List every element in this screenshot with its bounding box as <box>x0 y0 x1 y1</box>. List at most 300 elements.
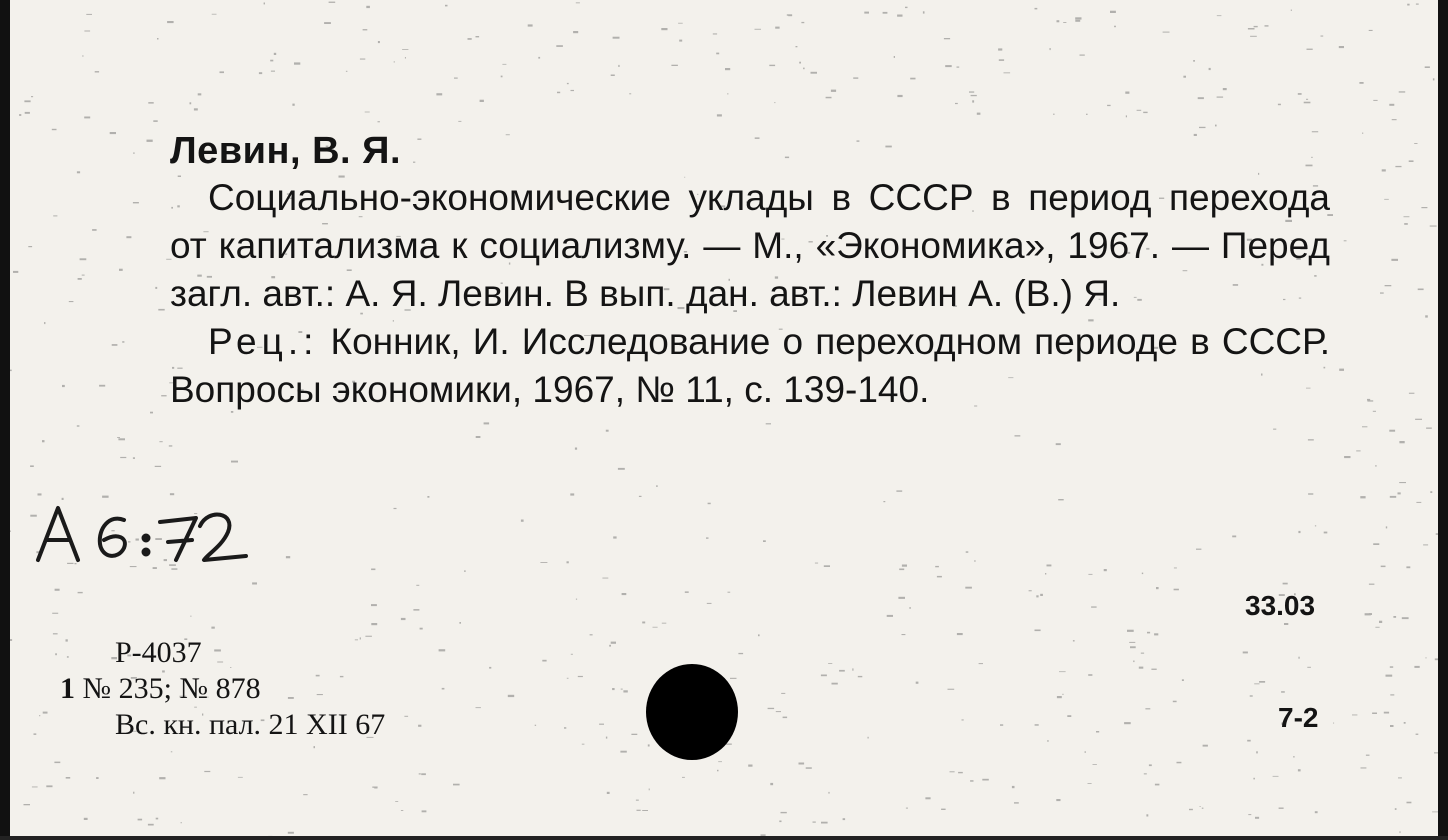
speckle <box>1056 443 1061 445</box>
speckle <box>1000 724 1003 726</box>
speckle <box>832 683 838 685</box>
speckle <box>1149 764 1152 766</box>
speckle <box>1373 100 1377 101</box>
speckle <box>1279 808 1284 809</box>
speckle <box>1059 671 1066 672</box>
speckle <box>883 12 888 14</box>
speckle <box>84 818 88 820</box>
speckle <box>171 568 177 570</box>
speckle <box>1012 786 1015 788</box>
speckle <box>811 72 818 74</box>
speckle <box>1250 36 1257 37</box>
speckle <box>1391 259 1398 261</box>
speckle <box>1312 131 1318 132</box>
speckle <box>718 761 722 762</box>
speckle <box>1390 694 1394 695</box>
speckle <box>755 29 762 30</box>
speckle <box>214 649 221 651</box>
speckle <box>1173 701 1177 703</box>
speckle <box>950 771 955 772</box>
speckle <box>417 139 421 140</box>
speckle <box>238 777 243 778</box>
speckle <box>190 616 191 617</box>
speckle <box>1075 17 1081 19</box>
speckle <box>420 628 423 630</box>
speckle <box>779 821 781 823</box>
speckle <box>1036 595 1038 597</box>
speckle <box>713 33 717 34</box>
speckle <box>1141 653 1144 654</box>
speckle <box>372 787 377 788</box>
speckle <box>1362 133 1363 134</box>
speckle <box>1056 799 1060 801</box>
speckle <box>46 785 52 787</box>
speckle <box>1344 240 1347 241</box>
speckle <box>606 737 607 739</box>
speckle <box>86 14 92 15</box>
speckle <box>288 832 294 834</box>
speckle <box>130 566 137 567</box>
speckle <box>1369 584 1375 585</box>
speckle <box>110 132 116 134</box>
speckle <box>1386 675 1393 677</box>
speckle <box>957 633 963 635</box>
speckle <box>977 113 981 115</box>
speckle <box>1311 157 1312 158</box>
speckle <box>1367 399 1370 401</box>
speckle <box>1298 769 1301 771</box>
title-paragraph: Социально-экономические уклады в СССР в период перехода от капитализма к социализму. — М., «Экономика», 1967. — Перед загл. авт.: А. Я. Левин. В вып. дан. авт.: Левин А. (В.) Я. <box>170 177 1330 314</box>
speckle <box>150 412 153 414</box>
speckle <box>622 593 627 595</box>
speckle <box>363 29 368 30</box>
speckle <box>171 751 173 752</box>
speckle <box>1062 694 1063 695</box>
speckle <box>571 90 575 91</box>
speckle <box>557 92 560 94</box>
speckle <box>1298 531 1300 533</box>
speckle <box>1416 502 1421 503</box>
card-count: 1 <box>60 672 75 705</box>
speckle <box>788 15 792 16</box>
speckle <box>395 801 398 802</box>
speckle <box>717 770 719 772</box>
speckle <box>1107 105 1111 106</box>
speckle <box>1209 68 1211 70</box>
speckle <box>1399 441 1404 443</box>
speckle <box>1298 657 1299 659</box>
speckle <box>726 744 732 745</box>
speckle <box>111 530 114 531</box>
speckle <box>1014 802 1019 803</box>
speckle <box>194 108 198 110</box>
speckle <box>404 716 408 717</box>
speckle <box>506 134 510 135</box>
speckle <box>62 498 64 500</box>
speckle <box>1375 465 1377 466</box>
speckle <box>1232 536 1236 538</box>
speckle <box>661 28 667 30</box>
speckle <box>1255 817 1259 819</box>
speckle <box>1050 48 1051 50</box>
speckle <box>769 65 775 66</box>
card-left-edge <box>0 0 10 840</box>
speckle <box>153 120 157 122</box>
speckle <box>611 75 615 77</box>
speckle <box>1096 731 1099 733</box>
speckle <box>1430 226 1437 227</box>
speckle <box>1144 773 1147 774</box>
speckle <box>902 565 907 567</box>
print-run-code: Р-4037 <box>115 636 202 669</box>
speckle <box>1124 722 1131 724</box>
speckle <box>974 560 976 561</box>
speckle <box>198 93 202 95</box>
speckle <box>1130 646 1136 648</box>
speckle <box>1217 97 1224 98</box>
speckle <box>1399 482 1406 483</box>
speckle <box>1177 762 1182 764</box>
chamber-imprint: Вс. кн. пал. 21 XII 67 <box>115 708 386 741</box>
speckle <box>979 663 983 664</box>
speckle <box>774 102 775 103</box>
speckle <box>366 6 370 8</box>
speckle <box>542 660 546 662</box>
speckle <box>564 727 566 729</box>
speckle <box>476 707 481 708</box>
speckle <box>401 618 406 620</box>
speckle <box>419 773 421 774</box>
speckle <box>1200 806 1201 807</box>
speckle <box>405 57 406 58</box>
speckle <box>1407 802 1412 804</box>
speckle <box>1254 683 1259 684</box>
speckle <box>1248 814 1251 815</box>
speckle <box>1154 633 1158 635</box>
speckle <box>270 60 273 62</box>
speckle <box>34 733 37 735</box>
speckle <box>955 103 958 104</box>
speckle <box>1416 734 1419 735</box>
speckle <box>1339 369 1344 371</box>
speckle <box>858 676 863 677</box>
speckle <box>1359 82 1363 84</box>
speckle <box>1307 49 1313 50</box>
review-paragraph <box>170 318 1330 414</box>
speckle <box>1344 456 1350 458</box>
speckle <box>945 65 952 67</box>
speckle <box>905 7 908 8</box>
speckle <box>314 746 316 748</box>
speckle <box>1369 613 1372 615</box>
speckle <box>32 787 38 788</box>
speckle <box>575 448 577 450</box>
speckle <box>785 157 789 159</box>
speckle <box>252 582 257 584</box>
speckle <box>1404 223 1408 225</box>
speckle <box>44 322 45 324</box>
speckle <box>639 496 642 497</box>
speckle <box>781 812 787 813</box>
speckle <box>631 734 637 735</box>
speckle <box>609 645 611 647</box>
speckle <box>316 675 320 677</box>
speckle <box>1281 691 1285 693</box>
speckle <box>571 654 573 655</box>
speckle <box>476 436 481 438</box>
speckle <box>1366 755 1370 756</box>
speckle <box>1291 10 1292 12</box>
speckle <box>1215 125 1217 127</box>
speckle <box>1352 715 1357 716</box>
speckle <box>288 697 294 699</box>
review-label: Рец.: <box>208 321 319 362</box>
speckle <box>618 65 619 67</box>
speckle <box>958 772 963 773</box>
speckle <box>1075 20 1080 22</box>
speckle <box>1243 652 1248 654</box>
speckle <box>815 563 818 564</box>
order-code: 7-2 <box>1278 702 1319 733</box>
speckle <box>1425 66 1430 68</box>
speckle <box>678 23 683 24</box>
speckle <box>264 3 265 5</box>
speckle <box>887 615 893 617</box>
speckle <box>843 818 846 820</box>
speckle <box>374 787 377 789</box>
speckle <box>159 441 162 442</box>
speckle <box>1395 808 1397 810</box>
speckle <box>864 12 869 14</box>
speckle <box>126 236 131 238</box>
speckle <box>730 678 737 679</box>
speckle <box>1250 695 1253 696</box>
speckle <box>821 822 828 824</box>
speckle <box>84 31 90 32</box>
speckle <box>1362 426 1367 427</box>
speckle <box>902 634 906 635</box>
speckle <box>30 465 34 467</box>
speckle <box>776 711 781 712</box>
speckle <box>1183 76 1186 78</box>
speckle <box>1035 724 1039 726</box>
speckle <box>1093 764 1097 765</box>
speckle <box>801 22 804 23</box>
speckle <box>378 121 380 122</box>
speckle <box>758 634 760 636</box>
speckle <box>706 537 709 538</box>
speckle <box>567 561 569 563</box>
speckle <box>1182 679 1184 681</box>
speckle <box>611 642 616 644</box>
speckle <box>1365 613 1371 615</box>
speckle <box>271 71 275 72</box>
speckle <box>1273 429 1276 430</box>
speckle <box>286 556 290 558</box>
speckle <box>716 53 719 55</box>
speckle <box>1430 491 1432 493</box>
speckle <box>147 140 153 142</box>
speckle <box>998 48 1002 50</box>
speckle <box>292 104 294 106</box>
speckle <box>602 578 608 579</box>
speckle <box>1380 292 1384 293</box>
speckle <box>1372 713 1377 715</box>
speckle <box>1047 740 1048 742</box>
registration-numbers-text: № 235; № 878 <box>75 672 261 705</box>
speckle <box>910 78 915 80</box>
speckle <box>133 202 139 203</box>
speckle <box>480 100 484 102</box>
speckle <box>42 440 45 442</box>
speckle <box>852 668 853 670</box>
speckle <box>1057 20 1060 22</box>
speckle <box>896 490 902 491</box>
speckle <box>54 762 60 764</box>
speckle <box>66 639 68 641</box>
speckle <box>1433 78 1435 80</box>
speckle <box>340 676 344 677</box>
speckle <box>828 792 829 794</box>
speckle <box>1199 127 1206 128</box>
speckle <box>885 146 891 148</box>
speckle <box>1137 110 1142 111</box>
speckle <box>1308 439 1314 440</box>
speckle <box>1379 621 1382 623</box>
speckle <box>897 95 902 97</box>
speckle <box>259 72 262 74</box>
speckle <box>948 689 955 690</box>
bibliographic-description <box>170 174 1330 414</box>
speckle <box>360 637 361 639</box>
speckle <box>1306 99 1308 100</box>
speckle <box>489 667 491 669</box>
speckle <box>894 56 895 58</box>
speckle <box>1402 617 1409 619</box>
speckle <box>766 423 771 424</box>
speckle <box>62 385 65 387</box>
speckle <box>656 485 658 486</box>
speckle <box>966 551 969 553</box>
speckle <box>1143 112 1147 113</box>
speckle <box>1126 115 1127 117</box>
speckle <box>923 11 925 13</box>
speckle <box>1409 393 1415 394</box>
speckle <box>274 53 276 55</box>
speckle <box>324 22 331 24</box>
speckle <box>1308 493 1313 494</box>
speckle <box>648 744 650 746</box>
speckle <box>540 562 547 563</box>
speckle <box>1381 566 1386 568</box>
speckle <box>169 564 176 566</box>
speckle <box>371 604 377 606</box>
speckle <box>55 653 57 655</box>
speckle <box>422 810 427 812</box>
speckle <box>1361 767 1367 768</box>
speckle <box>1104 569 1107 571</box>
speckle <box>67 563 73 564</box>
speckle <box>725 68 730 70</box>
speckle <box>230 667 231 668</box>
speckle <box>1415 419 1422 420</box>
speckle <box>813 822 816 823</box>
speckle <box>194 513 197 514</box>
speckle <box>1151 669 1156 670</box>
speckle <box>957 67 960 68</box>
speckle <box>1142 573 1143 575</box>
speckle <box>590 634 593 635</box>
speckle <box>436 93 442 95</box>
speckle <box>1203 745 1208 747</box>
speckle <box>1080 55 1085 56</box>
speckle <box>1114 26 1116 28</box>
speckle <box>1404 722 1406 724</box>
speckle <box>1421 207 1427 208</box>
speckle <box>78 592 83 593</box>
speckle <box>906 808 908 809</box>
speckle <box>662 623 667 624</box>
speckle <box>80 258 87 260</box>
speckle <box>1133 661 1134 663</box>
speckle <box>82 56 84 57</box>
speckle <box>1418 289 1424 291</box>
speckle <box>13 271 18 273</box>
speckle <box>1409 160 1414 162</box>
speckle <box>972 100 974 102</box>
speckle <box>95 71 99 72</box>
speckle <box>1400 831 1401 833</box>
speckle <box>118 438 125 440</box>
speckle <box>1315 811 1318 813</box>
speckle <box>826 97 832 99</box>
speckle <box>567 678 569 679</box>
speckle <box>857 140 860 141</box>
speckle <box>502 64 506 65</box>
speckle <box>120 457 126 458</box>
speckle <box>1395 166 1401 167</box>
speckle <box>78 278 82 280</box>
speckle <box>1416 4 1419 5</box>
speckle <box>567 83 569 84</box>
speckle <box>181 822 183 823</box>
speckle <box>24 100 30 102</box>
speckle <box>67 656 69 658</box>
speckle <box>1356 450 1360 451</box>
speckle <box>508 695 514 697</box>
speckle <box>53 215 57 216</box>
speckle <box>39 715 40 716</box>
speckle <box>1398 777 1402 778</box>
speckle <box>969 91 974 92</box>
speckle <box>1253 778 1255 780</box>
speckle <box>217 662 223 663</box>
speckle <box>607 792 610 794</box>
speckle <box>1390 666 1393 668</box>
speckle <box>1324 532 1328 534</box>
speckle <box>1247 740 1251 742</box>
speckle <box>1029 590 1032 591</box>
speckle <box>122 341 124 343</box>
speckle <box>102 496 109 498</box>
speckle <box>421 773 426 775</box>
speckle <box>365 112 370 113</box>
registration-numbers <box>60 672 261 706</box>
speckle <box>75 563 77 564</box>
speckle <box>52 129 57 130</box>
speckle <box>1407 4 1409 6</box>
speckle <box>1147 632 1150 634</box>
